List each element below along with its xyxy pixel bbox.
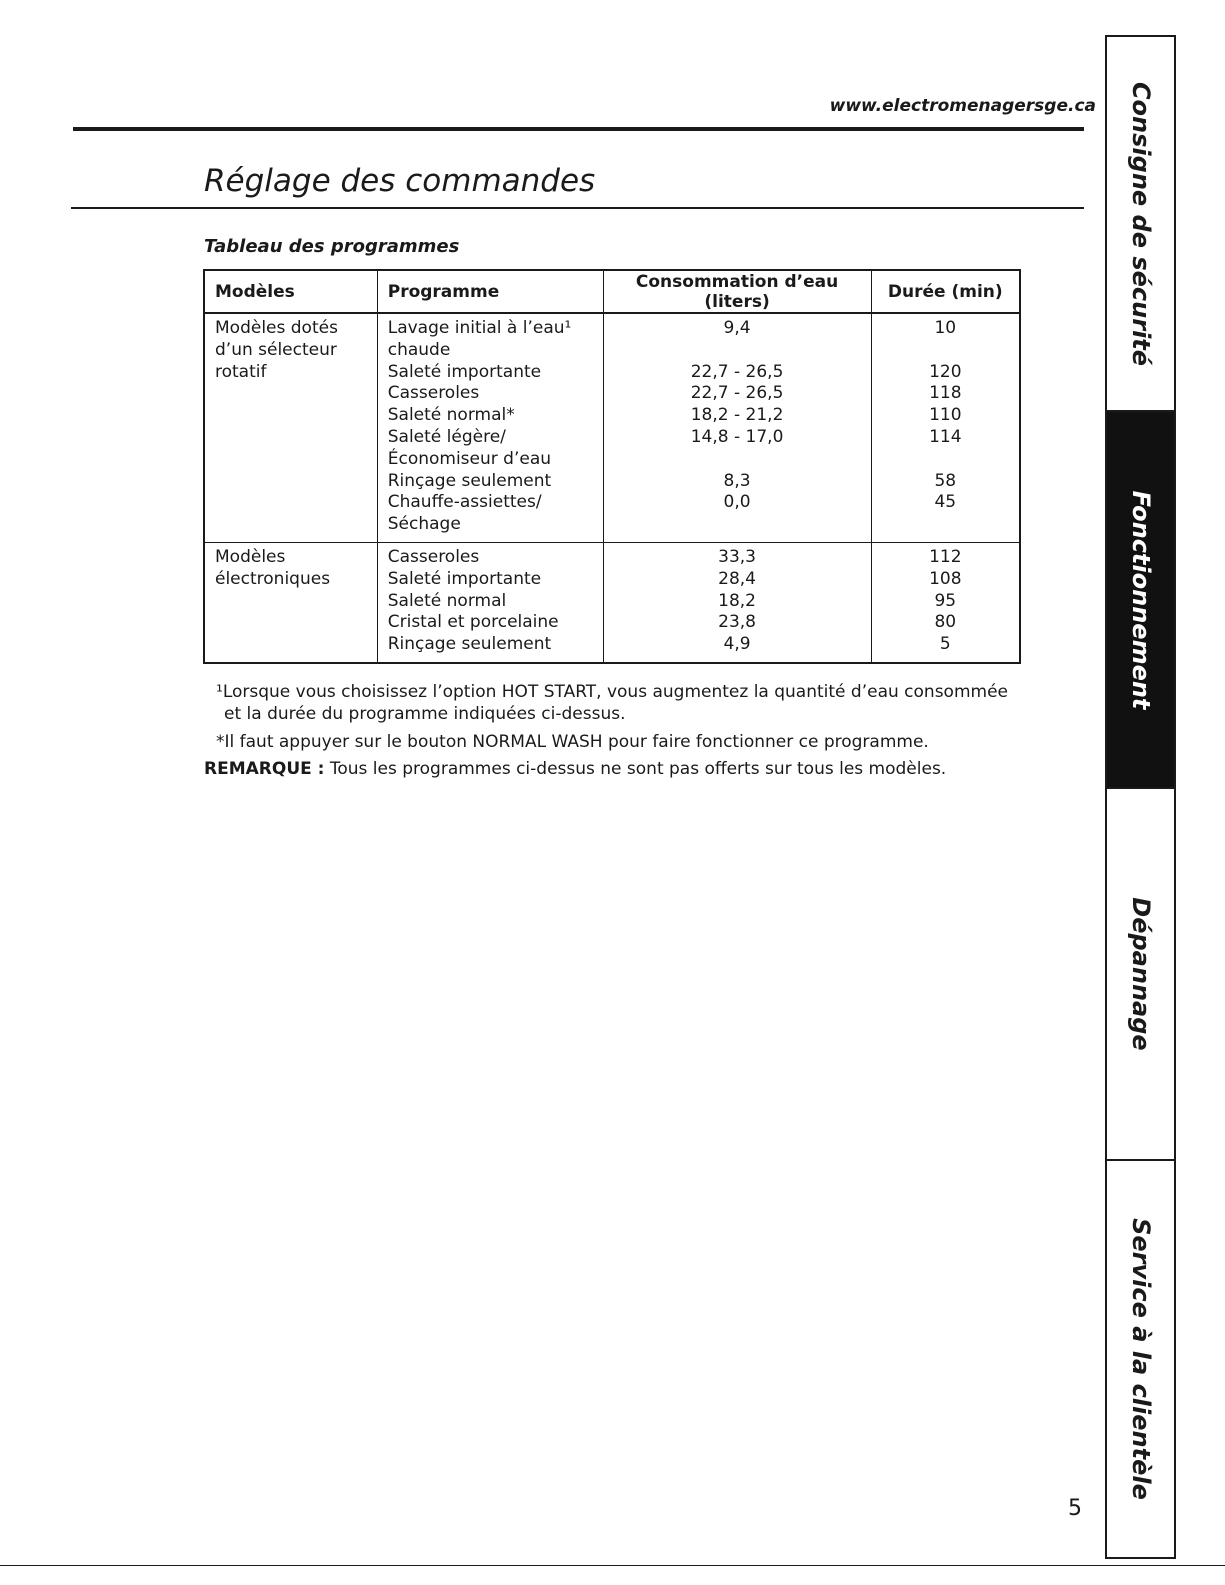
cell-line: Lavage initial à l’eau¹: [387, 318, 572, 338]
cell-line: 95: [934, 590, 957, 611]
cell-programs: [377, 542, 603, 662]
cell-line: 45: [934, 492, 957, 513]
cell-line: 28,4: [718, 568, 756, 589]
tab-customer-service[interactable]: [1107, 1161, 1174, 1557]
cell-line: 8,3: [723, 470, 751, 491]
header-models: Modèles: [204, 270, 377, 313]
cell-line: Saleté normal: [387, 590, 507, 611]
cell-line: 14,8 - 17,0: [690, 426, 784, 447]
table-row: [204, 313, 1020, 542]
cell-line: 10: [934, 318, 957, 338]
tab-label: Dépannage: [1126, 897, 1155, 1051]
cell-line: 120: [929, 361, 962, 382]
page-title: Réglage des commandes: [204, 163, 596, 199]
cell-line: 22,7 - 26,5: [690, 361, 784, 382]
cell-duration: [871, 542, 1020, 662]
table-row: [204, 542, 1020, 662]
side-tab-bar: [1105, 35, 1176, 1559]
title-rule: [71, 207, 1084, 209]
remark-text: Tous les programmes ci-dessus ne sont pas offerts sur tous les modèles.: [324, 759, 947, 779]
cell-line: 5: [939, 634, 951, 655]
cell-water: [603, 313, 871, 542]
header-duration: Durée (min): [871, 270, 1020, 313]
cell-line: Casseroles: [387, 383, 480, 404]
cell-line: 112: [929, 546, 962, 567]
cell-line: Saleté importante: [387, 568, 542, 589]
cell-line: Économiseur d’eau: [387, 448, 552, 469]
page-bottom-edge: [0, 1565, 1225, 1566]
cell-line: 0,0: [723, 492, 751, 513]
cell-line: 108: [929, 568, 962, 589]
cell-line: 4,9: [723, 634, 751, 655]
cell-line: 9,4: [723, 318, 751, 338]
cell-line: 80: [934, 612, 957, 633]
footnote-line-1: ¹Lorsque vous choisissez l’option HOT START, vous augmentez la quantité d’eau consommée: [216, 682, 1008, 702]
tab-operation[interactable]: [1107, 412, 1174, 789]
cell-line: [882, 514, 1009, 536]
tab-label: Consigne de sécurité: [1126, 81, 1155, 366]
cell-line: 33,3: [718, 546, 756, 567]
cell-line: 18,2 - 21,2: [690, 405, 784, 426]
programs-table: [203, 269, 1021, 664]
cell-line: 114: [929, 426, 962, 447]
cell-duration: [871, 313, 1020, 542]
remark-label: REMARQUE :: [204, 759, 325, 779]
cell-line: rotatif: [215, 361, 267, 382]
tab-troubleshooting[interactable]: [1107, 789, 1174, 1161]
cell-models: [204, 542, 377, 662]
cell-line: Saleté normal*: [387, 405, 515, 426]
cell-line: Chauffe-assiettes/: [387, 492, 542, 513]
cell-line: [882, 449, 1009, 471]
cell-line: électroniques: [215, 568, 331, 589]
cell-line: Cristal et porcelaine: [387, 612, 559, 633]
cell-line: 18,2: [718, 590, 756, 611]
cell-line: 22,7 - 26,5: [690, 383, 784, 404]
header-rule: [73, 127, 1084, 131]
header-water: Consommation d’eau (liters): [603, 270, 871, 313]
cell-line: [614, 514, 861, 536]
footnote-line-2: et la durée du programme indiquées ci-dessus.: [224, 704, 626, 724]
cell-line: [614, 340, 861, 362]
cell-line: Casseroles: [387, 546, 480, 567]
cell-line: Séchage: [387, 514, 461, 535]
page-number: 5: [1068, 1496, 1082, 1521]
cell-line: [882, 340, 1009, 362]
table-header-row: [204, 270, 1020, 313]
cell-line: 58: [934, 470, 957, 491]
cell-water: [603, 542, 871, 662]
header-url: www.electromenagersge.ca: [829, 96, 1096, 116]
tab-label: Fonctionnement: [1126, 490, 1155, 709]
cell-line: 23,8: [718, 612, 756, 633]
cell-line: Rinçage seulement: [387, 634, 552, 655]
cell-line: Rinçage seulement: [387, 470, 552, 491]
cell-programs: [377, 313, 603, 542]
cell-line: Saleté importante: [387, 361, 542, 382]
remark-note: [204, 758, 946, 780]
cell-line: 110: [929, 405, 962, 426]
asterisk-note: *Il faut appuyer sur le bouton NORMAL WASH pour faire fonctionner ce programme.: [216, 732, 929, 752]
cell-line: chaude: [387, 339, 451, 360]
cell-line: d’un sélecteur: [215, 339, 337, 360]
tab-safety[interactable]: [1107, 37, 1174, 412]
table-subtitle: Tableau des programmes: [204, 236, 460, 257]
cell-line: 118: [929, 383, 962, 404]
cell-line: Modèles: [215, 546, 286, 567]
cell-line: Saleté légère/: [387, 426, 506, 447]
cell-line: [614, 449, 861, 471]
tab-label: Service à la clientèle: [1126, 1218, 1155, 1500]
cell-models: [204, 313, 377, 542]
cell-line: Modèles dotés: [215, 318, 338, 338]
header-program: Programme: [377, 270, 603, 313]
